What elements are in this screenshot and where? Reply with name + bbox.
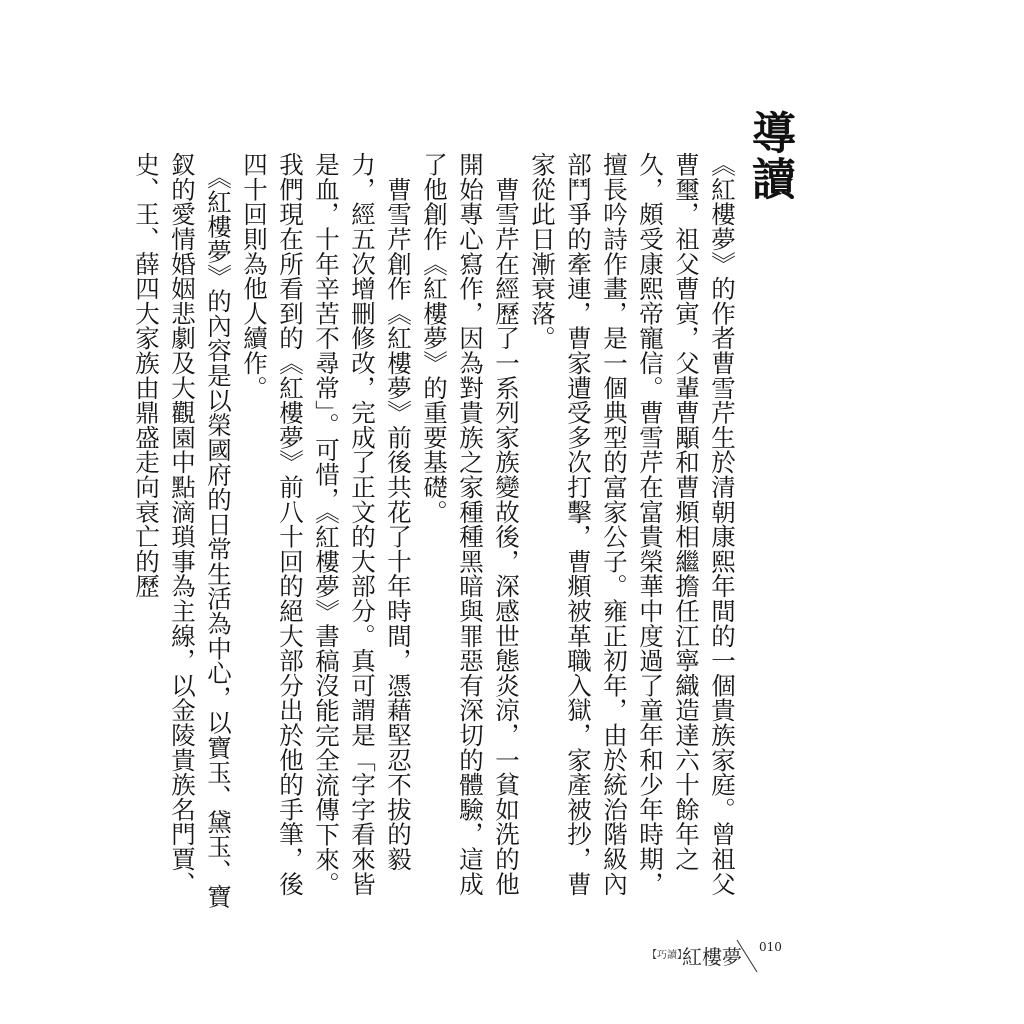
series-label: 【巧讀】 [647, 950, 687, 961]
paragraph: 曹雪芹在經歷了一系列家族變故後，深感世態炎涼，一貧如洗的他開始專心寫作，因為對貴族之家種種黑暗與罪惡有深切的體驗，這成了他創作《紅樓夢》的重要基礎。 [420, 152, 521, 896]
paragraph: 《紅樓夢》的內容是以榮國府的日常生活為中心，以寶玉、黛玉、寶釵的愛情婚姻悲劇及大觀園中點滴瑣事為主線，以金陵貴族名門賈、史、王、薛四大家族由鼎盛走向衰亡的歷 [132, 152, 233, 909]
page-heading: 導讀 [744, 110, 795, 202]
diagonal-divider-icon [735, 938, 759, 974]
paragraph: 曹雪芹創作《紅樓夢》前後共花了十年時間，憑藉堅忍不拔的毅力，經五次增刪修改，完成了正文的大部分。真可謂是「字字看來皆是血，十年辛苦不尋常」。可惜，《紅樓夢》書稿沒能完全流傳下來。我們現在所看到的《紅樓夢》前八十回的絕大部分出於他的手筆，後四十回則為他人續作。 [240, 152, 413, 897]
book-title: 紅樓夢 [682, 945, 742, 969]
page-footer [647, 938, 787, 978]
page-number: 010 [759, 940, 782, 954]
paragraph: 《紅樓夢》的作者曹雪芹生於清朝康熙年間的一個貴族家庭。曾祖父曹璽，祖父曹寅，父輩曹顒和曹頫相繼擔任江寧織造達六十餘年之久，頗受康熙帝寵信。曹雪芹在富貴榮華中度過了童年和少年時期，擅長吟詩作畫，是一個典型的富家公子。雍正初年，由於統治階級內部鬥爭的牽連，曹家遭受多次打擊，曹頫被革職入獄，家產被抄，曹家從此日漸衰落。 [528, 152, 737, 896]
body-text [132, 152, 740, 912]
